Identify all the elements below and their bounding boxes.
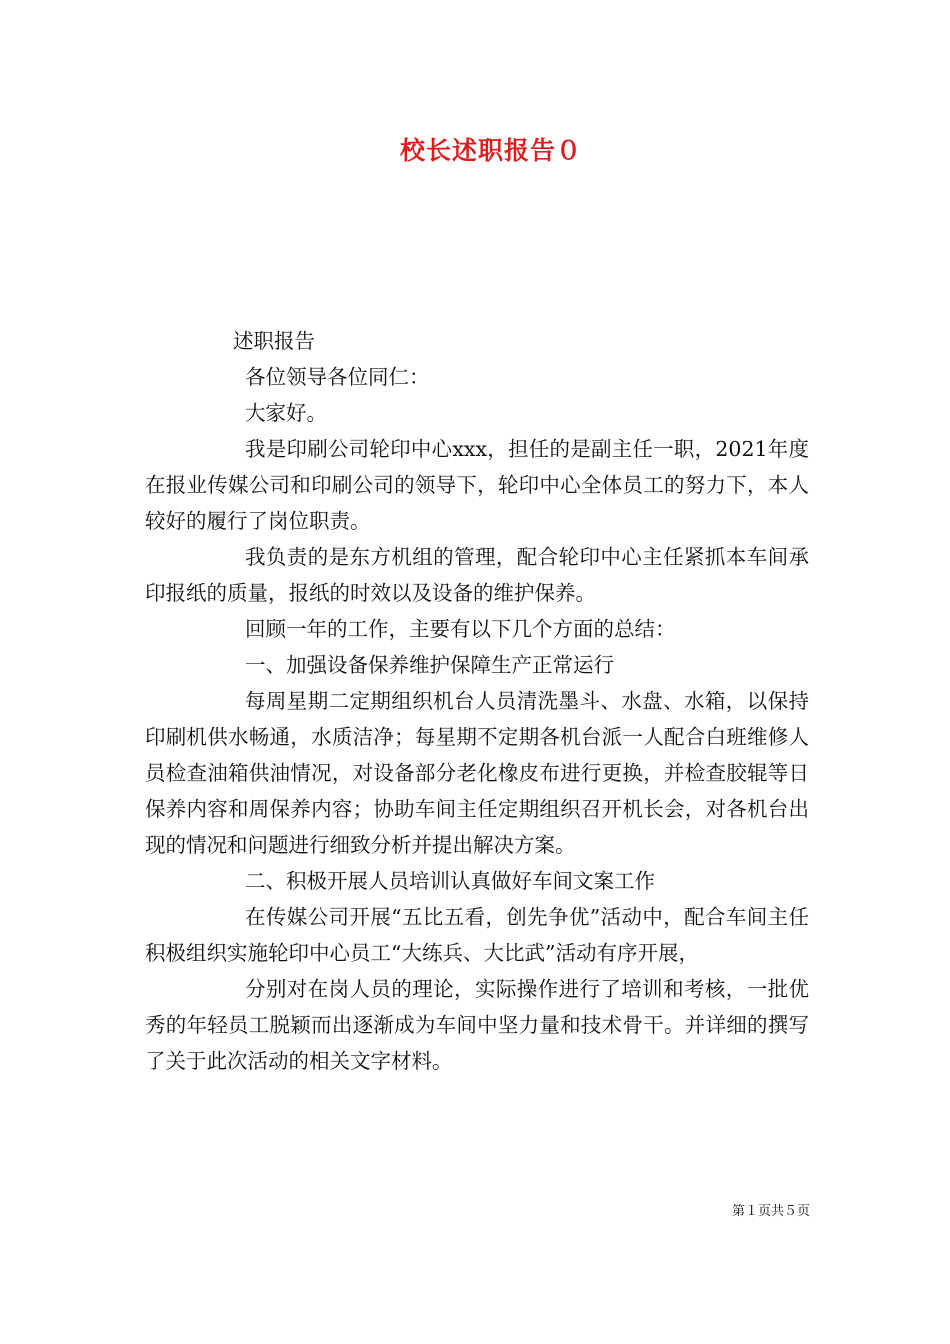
section-heading-1: 一、加强设备保养维护保障生产正常运行 bbox=[245, 653, 614, 677]
paragraph-training: 分别对在岗人员的理论，实际操作进行了培训和考核，一批优秀的年轻员工脱颖而出逐渐成为车间中坚力量和技术骨干。并详细的撰写了关于此次活动的相关文字材料。 bbox=[145, 977, 809, 1073]
paragraph-responsibility: 我负责的是东方机组的管理，配合轮印中心主任紧抓本车间承印报纸的质量，报纸的时效以及设备的维护保养。 bbox=[145, 545, 809, 605]
paragraph-review: 回顾一年的工作，主要有以下几个方面的总结： bbox=[245, 617, 676, 641]
paragraph-campaign: 在传媒公司开展“五比五看，创先争优”活动中，配合车间主任积极组织实施轮印中心员工“大练兵、大比武”活动有序开展， bbox=[145, 905, 809, 965]
paragraph-heading: 述职报告 bbox=[233, 329, 315, 353]
document-body bbox=[145, 323, 809, 1079]
document-title: 校长述职报告０ bbox=[400, 136, 583, 165]
section-heading-2: 二、积极开展人员培训认真做好车间文案工作 bbox=[245, 869, 655, 893]
paragraph-intro: 我是印刷公司轮印中心xxx，担任的是副主任一职，2021年度在报业传媒公司和印刷公司的领导下，轮印中心全体员工的努力下，本人较好的履行了岗位职责。 bbox=[145, 437, 809, 533]
paragraph-salutation: 各位领导各位同仁： bbox=[245, 365, 430, 389]
paragraph-maintenance: 每周星期二定期组织机台人员清洗墨斗、水盘、水箱，以保持印刷机供水畅通，水质洁净；每星期不定期各机台派一人配合白班维修人员检查油箱供油情况，对设备部分老化橡皮布进行更换，并检查胶辊等日保养内容和周保养内容；协助车间主任定期组织召开机长会，对各机台出现的情况和问题进行细致分析并提出解决方案。 bbox=[145, 689, 809, 857]
paragraph-greeting: 大家好。 bbox=[245, 401, 327, 425]
page-number: 第１页共５页 bbox=[731, 1204, 810, 1219]
